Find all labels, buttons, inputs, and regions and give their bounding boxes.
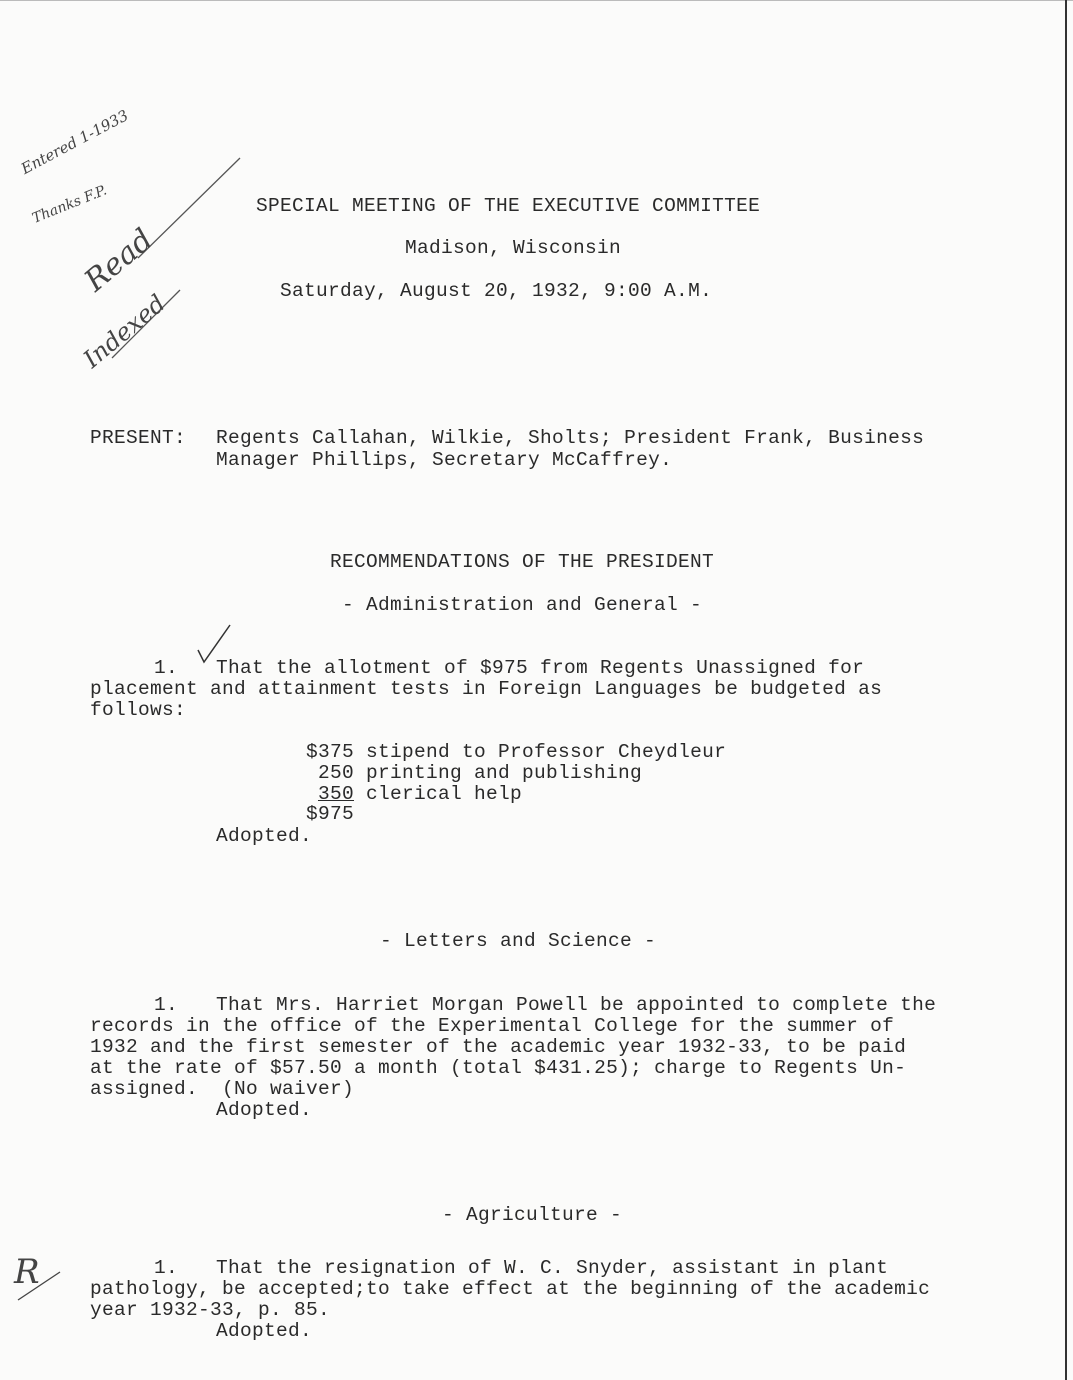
letters-heading: - Letters and Science - [380, 930, 657, 952]
entered-note: Entered 1-1933 [18, 106, 132, 178]
thanks-note: Thanks F.P. [30, 182, 110, 227]
letters-line-1: That Mrs. Harriet Morgan Powell be appointed to complete the [216, 994, 937, 1016]
budget-amount: 250 [317, 762, 354, 784]
budget-row [302, 784, 522, 805]
admin-line-2: placement and attainment tests in Foreign Languages be budgeted as [90, 678, 883, 700]
present-line-2: Manager Phillips, Secretary McCaffrey. [216, 449, 673, 471]
admin-line-3: follows: [90, 699, 187, 721]
recommendations-heading: RECOMMENDATIONS OF THE PRESIDENT [330, 551, 715, 573]
budget-amount: 350 [317, 783, 354, 805]
present-line-1: Regents Callahan, Wilkie, Sholts; President Frank, Business [216, 427, 925, 449]
agriculture-heading: - Agriculture - [442, 1204, 623, 1226]
letters-line-4: at the rate of $57.50 a month (total $431.25); charge to Regents Un- [90, 1057, 907, 1079]
budget-desc: stipend to Professor Cheydleur [366, 741, 727, 763]
agriculture-item-number: 1. [154, 1257, 179, 1279]
budget-row [302, 742, 726, 763]
agriculture-margin-mark: R [14, 1252, 40, 1292]
budget-amount: $375 [305, 741, 354, 763]
letters-status: Adopted. [216, 1099, 313, 1121]
agriculture-status: Adopted. [216, 1320, 313, 1342]
indexed-mark: Indexed [78, 289, 171, 374]
letters-line-2: records in the office of the Experimental College for the summer of [90, 1015, 895, 1037]
meeting-datetime: Saturday, August 20, 1932, 9:00 A.M. [280, 280, 713, 302]
letters-item-number: 1. [154, 994, 179, 1016]
meeting-location: Madison, Wisconsin [405, 237, 622, 259]
admin-heading: - Administration and General - [342, 594, 703, 616]
agriculture-line-3: year 1932-33, p. 85. [90, 1299, 331, 1321]
letters-line-3: 1932 and the first semester of the academic year 1932-33, to be paid [90, 1036, 907, 1058]
budget-desc: clerical help [366, 783, 523, 805]
budget-desc: printing and publishing [366, 762, 643, 784]
read-mark: Read [78, 222, 160, 299]
admin-status: Adopted. [216, 825, 313, 847]
present-label: PRESENT: [90, 427, 187, 449]
agriculture-line-1: That the resignation of W. C. Snyder, assistant in plant [216, 1257, 889, 1279]
meeting-title: SPECIAL MEETING OF THE EXECUTIVE COMMITTEE [256, 195, 761, 217]
letters-line-5: assigned. (No waiver) [90, 1078, 355, 1100]
admin-item-number: 1. [154, 657, 179, 679]
admin-line-1: That the allotment of $975 from Regents Unassigned for [216, 657, 865, 679]
budget-total: $975 [305, 803, 354, 825]
agriculture-line-2: pathology, be accepted;to take effect at the beginning of the academic [90, 1278, 931, 1300]
budget-total-row [302, 804, 354, 825]
budget-row [302, 763, 642, 784]
